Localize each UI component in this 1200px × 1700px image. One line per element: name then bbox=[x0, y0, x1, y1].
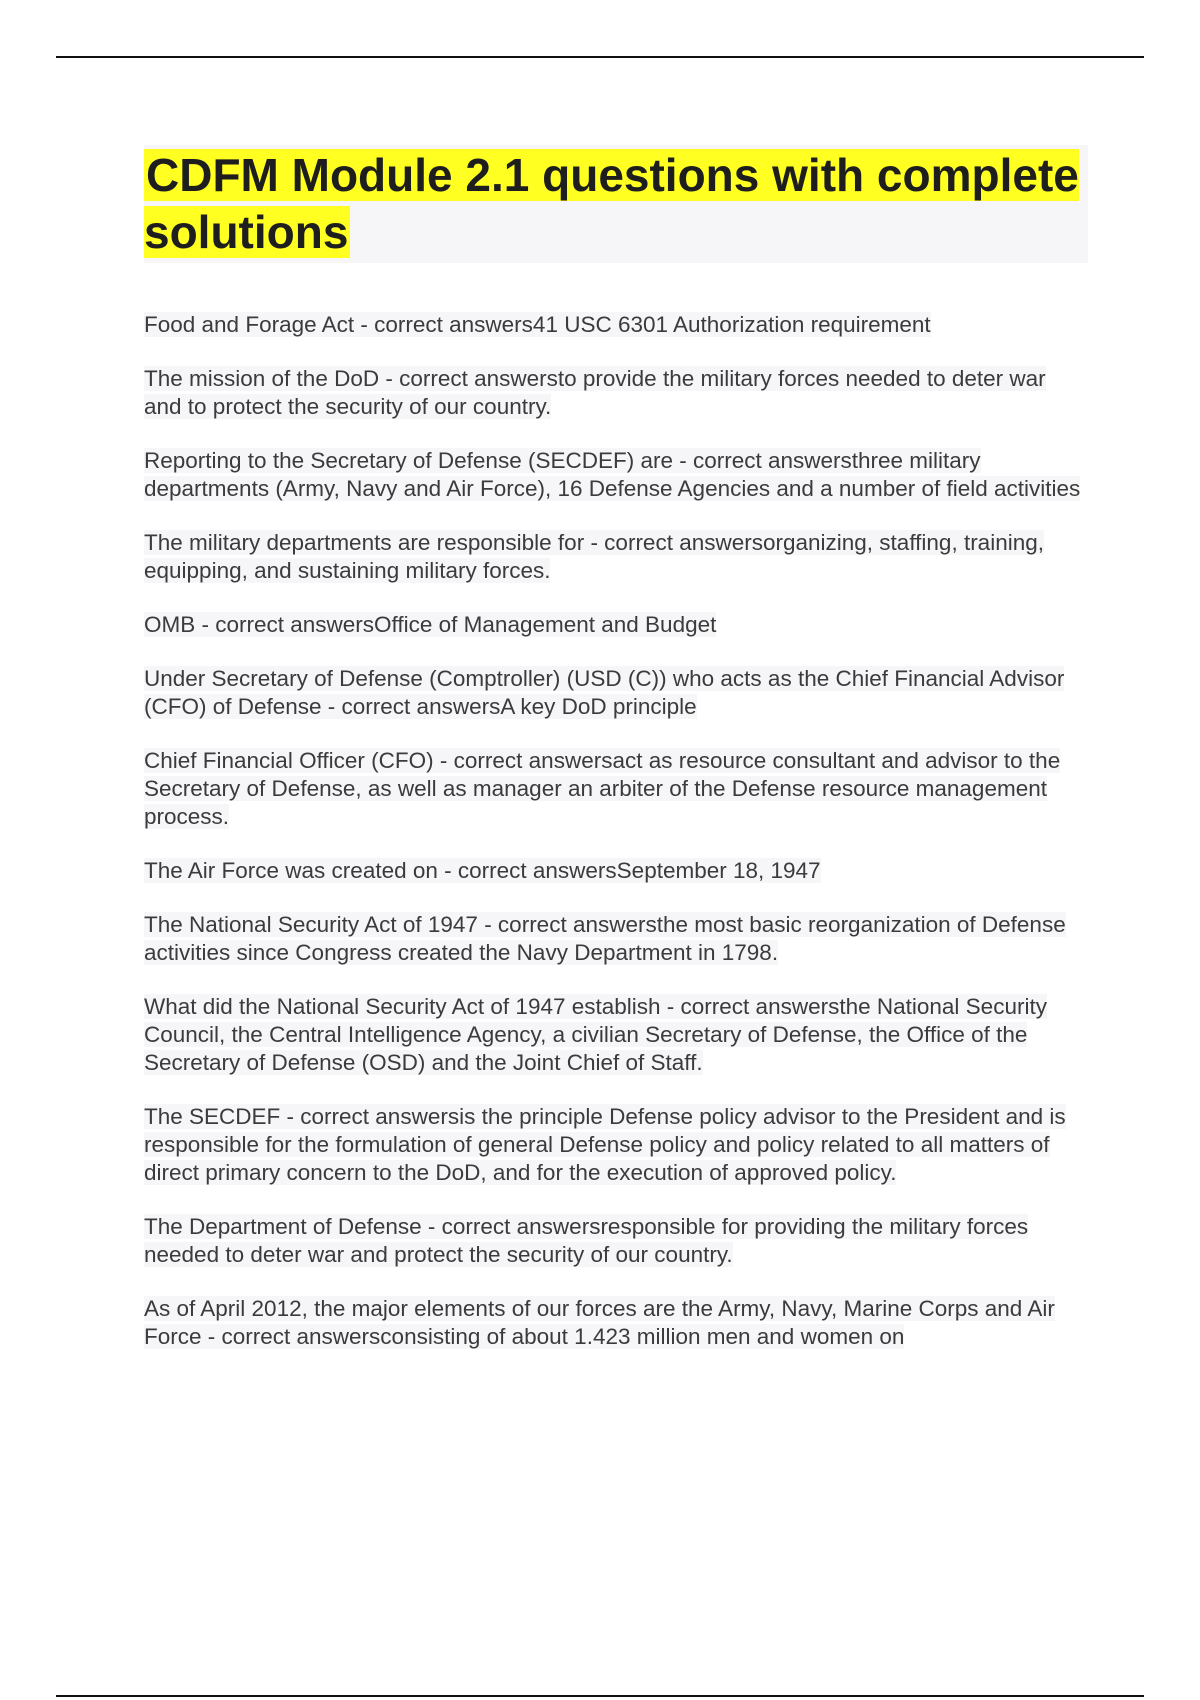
top-rule bbox=[56, 56, 1144, 58]
qa-item bbox=[144, 665, 1084, 721]
qa-item bbox=[144, 1213, 1084, 1269]
qa-text: The SECDEF - correct answersis the principle Defense policy advisor to the President and is responsible for the formulation of general Defense policy and policy related to all matters of direct primary concern to the DoD, and for the execution of approved policy. bbox=[144, 1104, 1066, 1185]
bottom-rule bbox=[56, 1695, 1144, 1697]
qa-text: The mission of the DoD - correct answersto provide the military forces needed to deter war and to protect the security of our country. bbox=[144, 366, 1046, 419]
qa-item bbox=[144, 447, 1084, 503]
title-block bbox=[144, 145, 1088, 263]
qa-text: As of April 2012, the major elements of our forces are the Army, Navy, Marine Corps and Air Force - correct answersconsisting of about 1.423 million men and women on bbox=[144, 1296, 1055, 1349]
qa-item bbox=[144, 993, 1084, 1077]
qa-item bbox=[144, 1103, 1084, 1187]
qa-item bbox=[144, 747, 1084, 831]
qa-text: The Air Force was created on - correct answersSeptember 18, 1947 bbox=[144, 858, 821, 883]
qa-item bbox=[144, 529, 1084, 585]
qa-item bbox=[144, 311, 1084, 339]
qa-text: What did the National Security Act of 1947 establish - correct answersthe National Security Council, the Central Intelligence Agency, a civilian Secretary of Defense, the Office of the Secretary of Defense (OSD) and the Joint Chief of Staff. bbox=[144, 994, 1047, 1075]
qa-text: The military departments are responsible for - correct answersorganizing, staffing, training, equipping, and sustaining military forces. bbox=[144, 530, 1044, 583]
qa-item bbox=[144, 857, 1084, 885]
question-list bbox=[144, 311, 1084, 1377]
title-highlight: CDFM Module 2.1 questions with complete solutions bbox=[144, 149, 1079, 258]
qa-text: OMB - correct answersOffice of Management and Budget bbox=[144, 612, 717, 637]
qa-item bbox=[144, 611, 1084, 639]
qa-item bbox=[144, 365, 1084, 421]
qa-item bbox=[144, 1295, 1084, 1351]
qa-text: Chief Financial Officer (CFO) - correct answersact as resource consultant and advisor to the Secretary of Defense, as well as manager an arbiter of the Defense resource management process. bbox=[144, 748, 1061, 829]
qa-text: Under Secretary of Defense (Comptroller) (USD (C)) who acts as the Chief Financial Advisor (CFO) of Defense - correct answersA key DoD principle bbox=[144, 666, 1065, 719]
qa-item bbox=[144, 911, 1084, 967]
document-title bbox=[144, 147, 1088, 261]
qa-text: Food and Forage Act - correct answers41 USC 6301 Authorization requirement bbox=[144, 312, 931, 337]
qa-text: Reporting to the Secretary of Defense (SECDEF) are - correct answersthree military departments (Army, Navy and Air Force), 16 Defense Agencies and a number of field activities bbox=[144, 448, 1081, 501]
qa-text: The National Security Act of 1947 - correct answersthe most basic reorganization of Defense activities since Congress created the Navy Department in 1798. bbox=[144, 912, 1066, 965]
qa-text: The Department of Defense - correct answersresponsible for providing the military forces needed to deter war and protect the security of our country. bbox=[144, 1214, 1029, 1267]
